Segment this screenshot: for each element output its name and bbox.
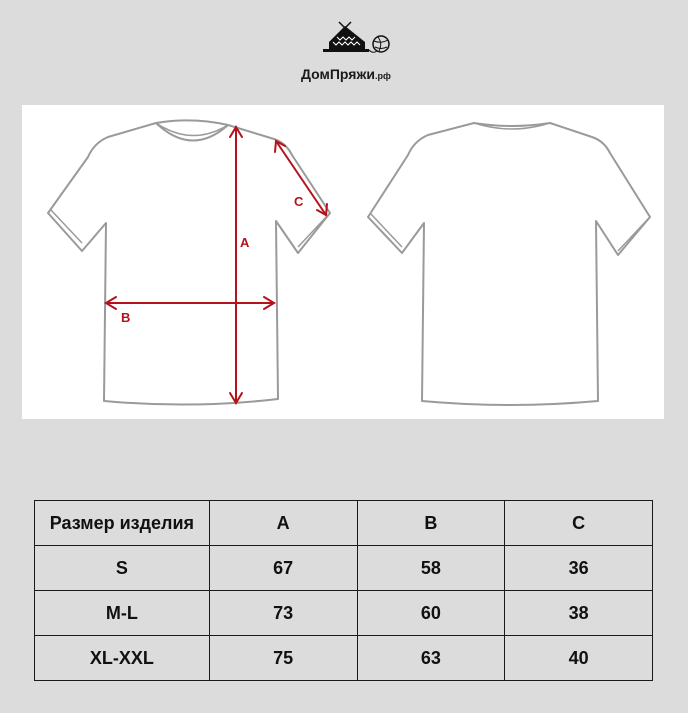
row-b: 60 [357,591,505,636]
table-row [35,546,653,591]
brand-name-suffix: .рф [375,71,391,81]
table-row [35,591,653,636]
row-size: M-L [35,591,210,636]
row-a: 73 [209,591,357,636]
size-table-header [35,501,653,546]
row-c: 38 [505,591,653,636]
row-size: XL-XXL [35,636,210,681]
header-size: Размер изделия [35,501,210,546]
brand-logo [295,20,415,90]
row-size: S [35,546,210,591]
row-a: 75 [209,636,357,681]
label-a: A [240,235,250,250]
row-a: 67 [209,546,357,591]
label-c: C [294,194,304,209]
tshirt-back-outline [368,123,650,405]
table-row [35,636,653,681]
yarn-house-icon [323,20,395,64]
brand-name-main: ДомПряжи [301,66,375,82]
row-c: 36 [505,546,653,591]
header-c: C [505,501,653,546]
header-a: A [209,501,357,546]
row-b: 58 [357,546,505,591]
row-b: 63 [357,636,505,681]
measurement-diagram [22,105,664,419]
label-b: B [121,310,131,325]
size-table [34,500,653,681]
tshirt-front-outline [48,120,330,404]
header-b: B [357,501,505,546]
brand-name [301,66,391,82]
row-c: 40 [505,636,653,681]
